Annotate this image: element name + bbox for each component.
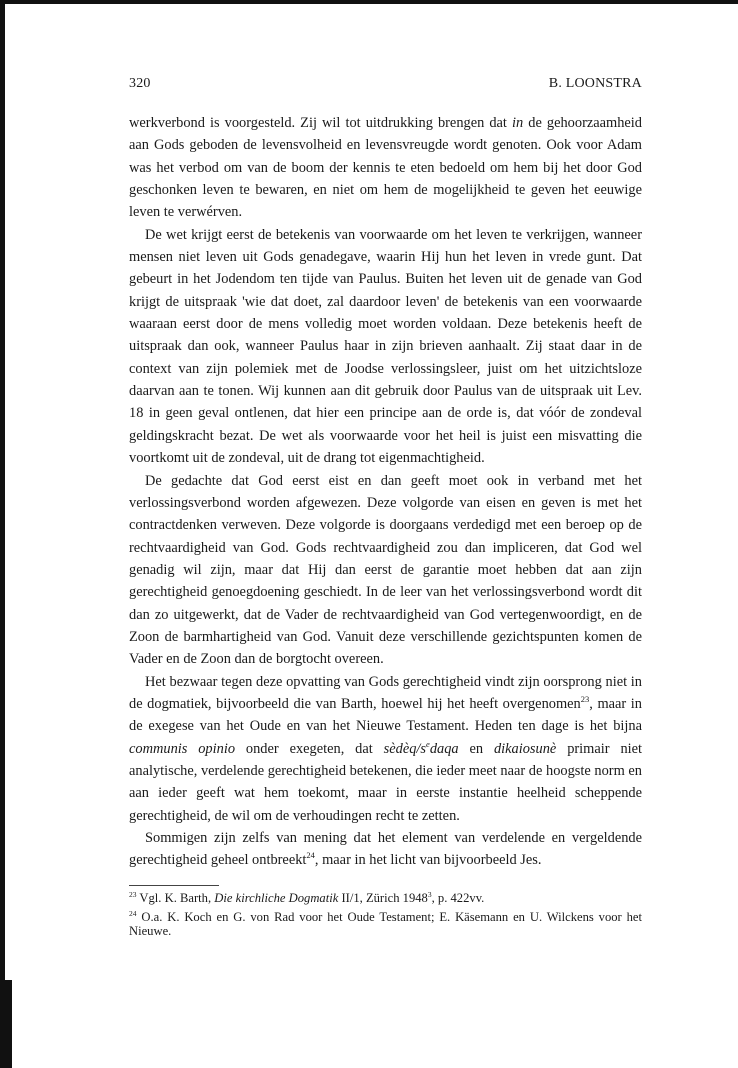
footnote (129, 891, 642, 906)
body-text (129, 112, 642, 872)
italic-text: in (512, 115, 524, 131)
italic-text: sèdèq/s (383, 740, 427, 757)
text-run: Vgl. K. Barth, (136, 891, 215, 905)
footnote-marker: 23 (580, 693, 590, 704)
text-run: Het bezwaar tegen deze opvatting van Gods gerechtigheid vindt zijn oorsprong niet in de dogmatiek, bijvoorbeeld die van Barth, hoewel hij het heeft overgenomen (129, 673, 642, 712)
text-run: onder exegeten, dat (235, 740, 384, 757)
italic-text: daqa (429, 740, 459, 757)
scan-border-left (0, 0, 5, 1068)
footnote (129, 910, 642, 939)
text-run: De wet krijgt eerst de betekenis van voorwaarde om het leven te verkrijgen, wanneer mensen niet leven uit Gods genadegave, waarin Hij hun het leven in vrede gunt. Dat gebeurt in het Jodendom ten tijde van Paulus. Buiten het leven uit de genade van God krijgt de uitspraak 'wie dat doet, zal daardoor leven' de betekenis van een voorwaarde waaraan eerst door de mens volledig moet worden voldaan. Deze betekenis heeft de uitspraak dan ook, wanneer Paulus haar in zijn brieven aanhaalt. Zij staat daar in de context van zijn polemiek met de Joodse verlossingsleer, juist om het uitzichtsloze daarvan aan te tonen. Wij kunnen aan dit gebruik door Paulus van de uitspraak uit Lev. 18 in geen geval ontlenen, dat hier een principe aan de orde is, dat vóór de zondeval geldingskracht bezat. De wet als voorwaarde voor het heil is juist een misvatting die voortkomt uit de zondeval, uit de drang tot eigenmachtigheid. (129, 226, 642, 467)
paragraph (129, 112, 642, 224)
paragraph (129, 827, 642, 872)
paragraph (129, 470, 642, 671)
text-run: , maar in het licht van bijvoorbeeld Jes. (314, 852, 542, 869)
footnote-marker: 3 (427, 890, 432, 899)
page-number: 320 (129, 76, 151, 91)
text-run: O.a. K. Koch en G. von Rad voor het Oude Testament; E. Käsemann en U. Wilckens voor het Nieuwe. (129, 909, 642, 939)
italic-superscript: e (426, 738, 430, 749)
paragraph (129, 671, 642, 827)
footnote-marker: 24 (129, 908, 137, 918)
footnote-marker: 24 (306, 850, 315, 861)
running-author: B. LOONSTRA (548, 76, 642, 91)
footnotes (129, 891, 642, 943)
text-run: en (458, 740, 494, 757)
footnote-marker: 23 (129, 890, 137, 899)
italic-text: communis opinio (129, 740, 236, 757)
text-run: , p. 422vv. (431, 891, 485, 905)
footnote-separator (129, 885, 219, 886)
text-run: Sommigen zijn zelfs van mening dat het element van verdelende en vergeldende gerechtigheid geheel ontbreekt (129, 830, 642, 869)
italic-text: Die kirchliche Dogmatik (214, 891, 339, 905)
running-header (129, 76, 642, 92)
text-run: de gehoorzaamheid aan Gods geboden de levensvolheid en levensvreugde wordt genoten. Ook voor Adam was het verbod om van de boom der kennis te eten bedoeld om hem bij het door God geschonken leven te bewaren, en niet om hem de mogelijkheid te geven het eeuwige leven te verwérven. (129, 115, 642, 221)
text-run: II/1, Zürich 1948 (338, 891, 428, 905)
text-run: , maar in de exegese van het Oude en van het Nieuwe Testament. Heden ten dage is het bijna (129, 695, 643, 735)
scan-border-left-bottom (0, 980, 12, 1068)
paragraph (129, 224, 642, 470)
text-run: De gedachte dat God eerst eist en dan geeft moet ook in verband met het verlossingsverbond worden afgewezen. Deze volgorde van eisen en geven is met het contractdenken verweven. Deze volgorde is doorgaans verdedigd met een beroep op de rechtvaardigheid van God. Gods rechtvaardigheid zou dan impliceren, dat God wel genadig wil zijn, maar dat Hij dan eerst de garantie moet hebben dat aan zijn gerechtigheid genoegdoening geschiedt. In de leer van het verlossingsverbond wordt dit dan zo uitgewerkt, dat de Vader de rechtvaardigheid van God vertegenwoordigt, en de Zoon de barmhartigheid van God. Vanuit deze verschillende gezichtspunten komen de Vader en de Zoon dan de borgtocht overeen. (129, 472, 642, 668)
scan-border-top (0, 0, 738, 4)
italic-text: dikaiosunè (493, 740, 557, 757)
text-run: werkverbond is voorgesteld. Zij wil tot uitdrukking brengen dat (129, 115, 512, 131)
text-run: primair niet analytische, verdelende gerechtigheid betekenen, die ieder meet naar de hoogste norm en aan ieder geeft wat hem toekomt, maar in eerste instantie heelheid scheppende gerechtigheid, de wil om de verhoudingen recht te zetten. (129, 740, 643, 824)
